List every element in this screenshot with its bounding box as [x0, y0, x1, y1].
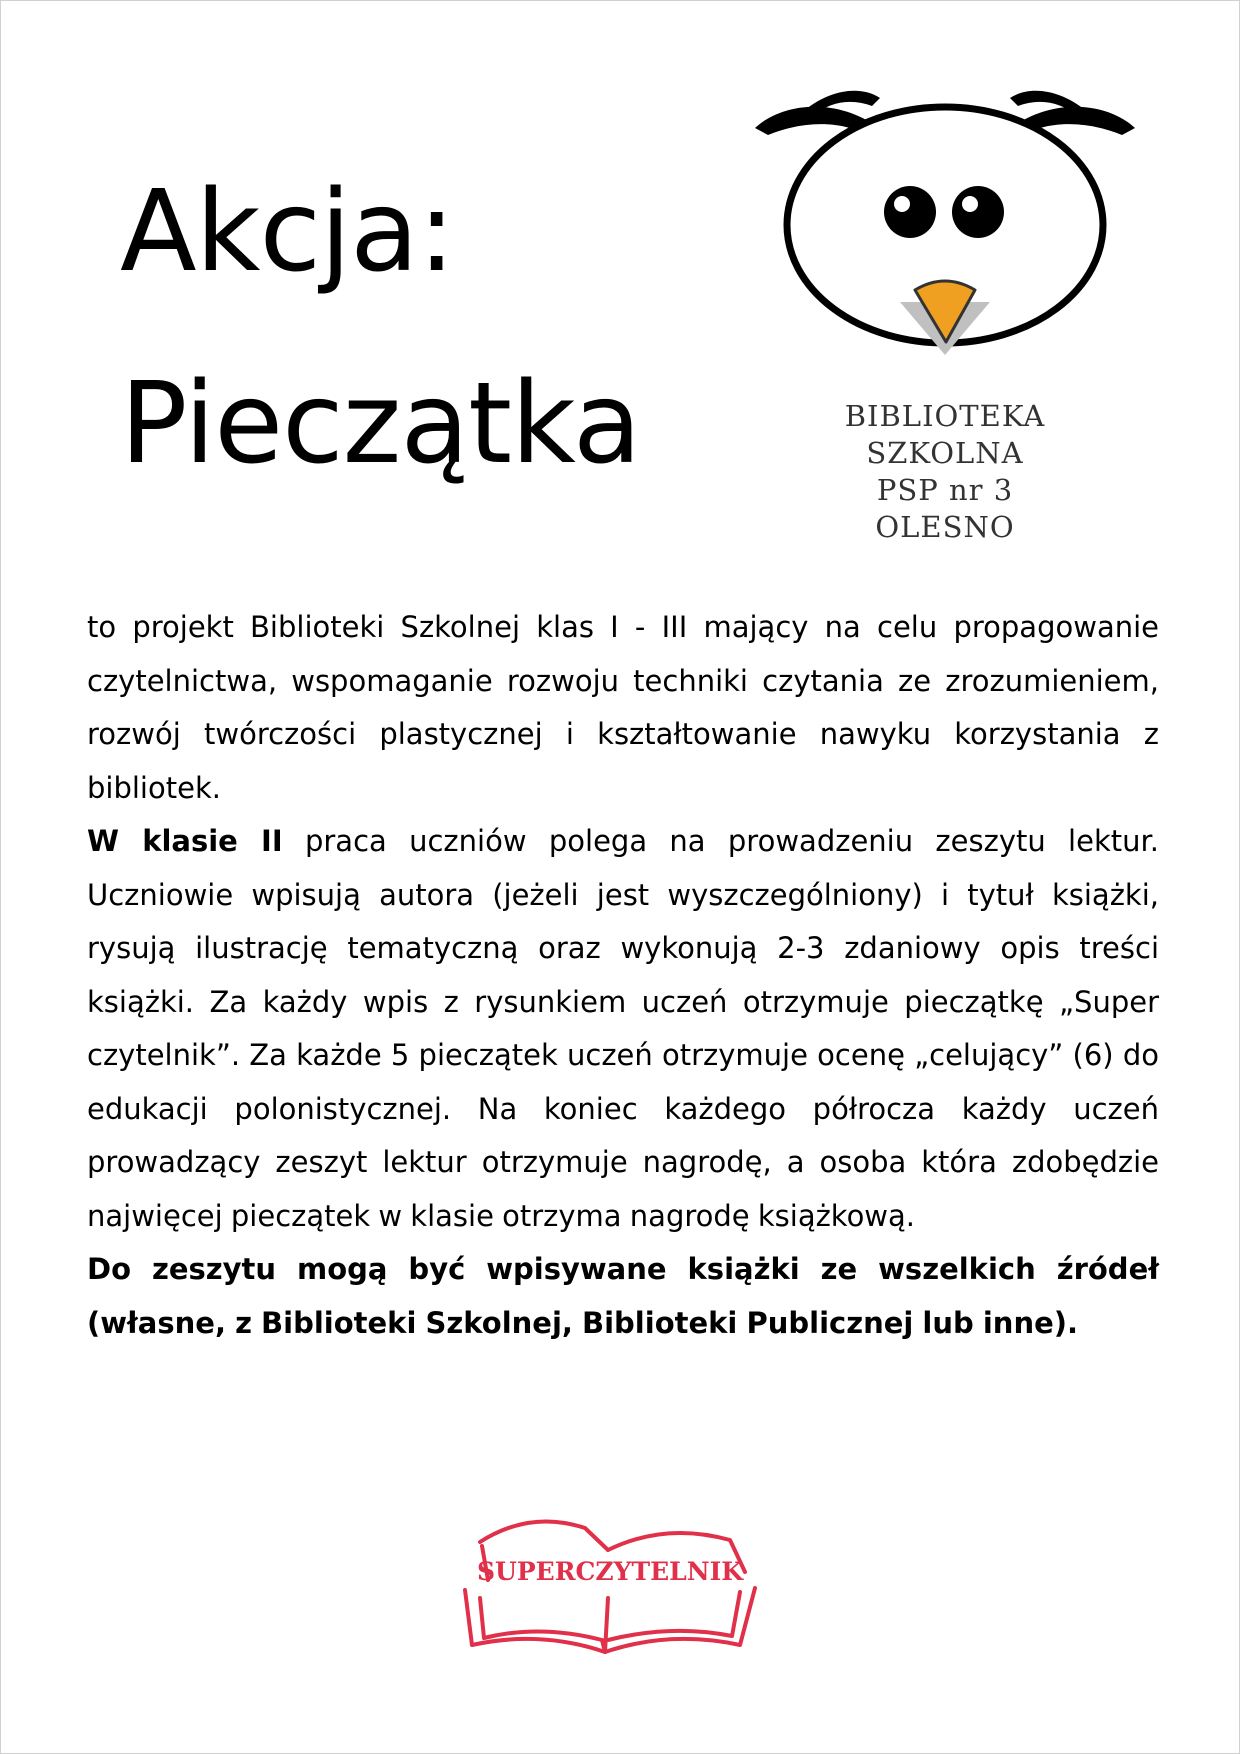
owl-left-eye — [884, 186, 936, 238]
library-label — [800, 398, 1090, 546]
title-line-2: Pieczątka — [120, 359, 641, 489]
superczytelnik-stamp — [410, 1480, 810, 1680]
library-label-line: PSP nr 3 — [876, 473, 1014, 507]
intro-paragraph: to projekt Biblioteki Szkolnej klas I - III mający na celu propagowanie czytelnictwa, wspomaganie rozwoju techniki czytania ze zrozumieniem, rozwój twórczości plastycznej i kształtowanie nawyku korzystania z bibliotek. — [87, 610, 1159, 805]
library-label-line: BIBLIOTEKA — [844, 399, 1046, 433]
class-label: W klasie II — [87, 824, 283, 858]
closing-paragraph: Do zeszytu mogą być wpisywane książki ze wszelkich źródeł (własne, z Biblioteki Szkolnej, Biblioteki Publicznej lub inne). — [87, 1252, 1159, 1340]
class-paragraph — [87, 815, 1159, 1243]
library-label-line: OLESNO — [875, 510, 1015, 544]
page-title — [120, 148, 641, 532]
title-line-1: Akcja: — [120, 167, 455, 297]
owl-illustration — [750, 80, 1140, 380]
stamp-text: SUPERCZYTELNIK — [477, 1557, 743, 1586]
owl-right-eye — [952, 186, 1004, 238]
library-label-line: SZKOLNA — [866, 436, 1024, 470]
class-text: praca uczniów polega na prowadzeniu zeszytu lektur. Uczniowie wpisują autora (jeżeli jest wyszczególniony) i tytuł książki, rysują ilustrację tematyczną oraz wykonują 2-3 zdaniowy opis treści książki. Za każdy wpis z rysunkiem uczeń otrzymuje pieczątkę „Super czytelnik”. Za każde 5 pieczątek uczeń otrzymuje ocenę „celujący” (6) do edukacji polonistycznej. Na koniec każdego półrocza każdy uczeń prowadzący zeszyt lektur otrzymuje nagrodę, a osoba która zdobędzie najwięcej pieczątek w klasie otrzyma nagrodę książkową. — [87, 824, 1159, 1233]
body-text — [87, 601, 1159, 1350]
